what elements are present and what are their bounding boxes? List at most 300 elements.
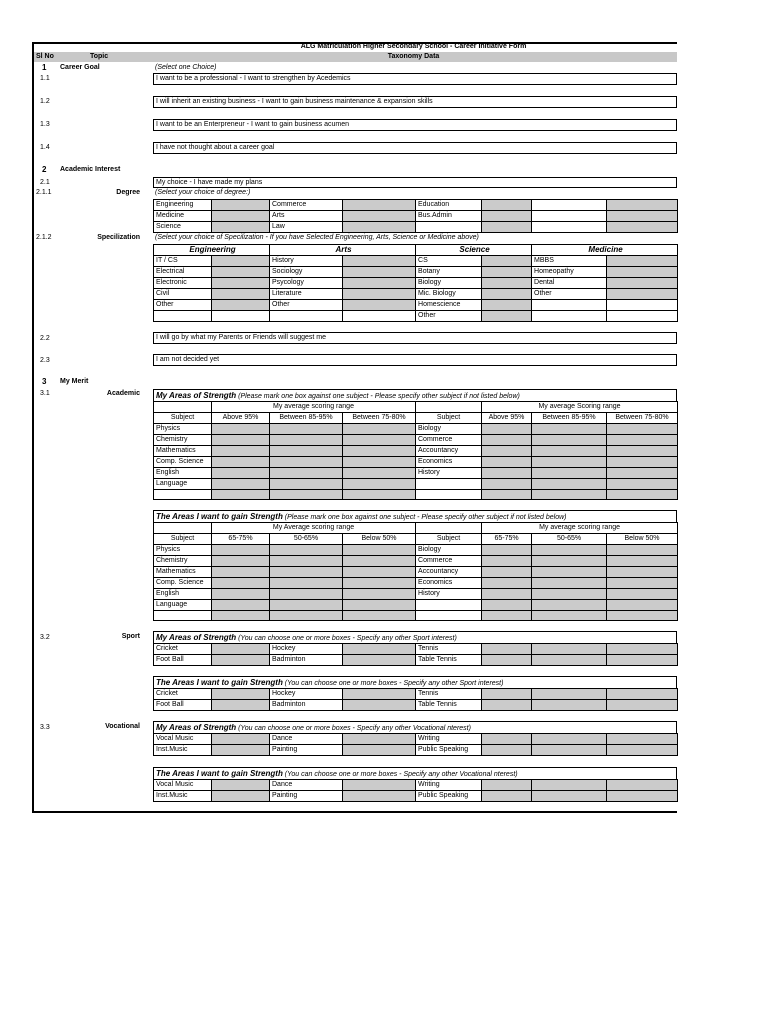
- checkbox[interactable]: [343, 734, 416, 745]
- item-number: 2.1.2: [36, 234, 52, 241]
- checkbox[interactable]: [212, 655, 270, 666]
- checkbox[interactable]: [212, 791, 270, 802]
- score-checkbox[interactable]: [270, 589, 343, 600]
- checkbox[interactable]: [532, 689, 607, 700]
- checkbox[interactable]: [607, 655, 678, 666]
- score-checkbox[interactable]: [532, 578, 607, 589]
- score-checkbox[interactable]: [270, 578, 343, 589]
- voc-gain-table: [153, 779, 678, 802]
- checkbox[interactable]: [482, 267, 532, 278]
- checkbox[interactable]: [607, 211, 678, 222]
- checkbox[interactable]: [532, 734, 607, 745]
- subject-name: Mathematics: [154, 446, 212, 457]
- score-checkbox[interactable]: [482, 424, 532, 435]
- subject-name: Language: [154, 479, 212, 490]
- bottom-rule: [32, 811, 677, 813]
- checkbox[interactable]: [212, 278, 270, 289]
- activity-option: Foot Ball: [154, 700, 212, 711]
- checkbox[interactable]: [343, 689, 416, 700]
- checkbox[interactable]: [343, 278, 416, 289]
- range-header: My average scoring range: [482, 523, 678, 534]
- checkbox[interactable]: [482, 734, 532, 745]
- checkbox[interactable]: [212, 289, 270, 300]
- score-checkbox[interactable]: [212, 468, 270, 479]
- score-checkbox[interactable]: [482, 490, 532, 500]
- topic-header: Topic: [90, 53, 109, 60]
- score-checkbox[interactable]: [212, 556, 270, 567]
- specialization-option: [532, 300, 607, 311]
- score-checkbox[interactable]: [482, 545, 532, 556]
- score-checkbox[interactable]: [343, 567, 416, 578]
- subject-name: Chemistry: [154, 435, 212, 446]
- checkbox[interactable]: [482, 644, 532, 655]
- activity-option: Tennis: [416, 644, 482, 655]
- score-checkbox[interactable]: [212, 611, 270, 621]
- checkbox[interactable]: [343, 267, 416, 278]
- specialization-option: History: [270, 256, 343, 267]
- specialization-option: [154, 311, 212, 322]
- hint-text: (Select your choice of Specilization - If you have Selected Engineering, Arts, Science or Medicine above): [155, 234, 479, 241]
- score-checkbox[interactable]: [482, 578, 532, 589]
- degree-option: [532, 200, 607, 211]
- score-checkbox[interactable]: [532, 479, 607, 490]
- checkbox[interactable]: [532, 791, 607, 802]
- score-checkbox[interactable]: [343, 600, 416, 611]
- subject-name: Mathematics: [154, 567, 212, 578]
- checkbox[interactable]: [482, 300, 532, 311]
- activity-option: Table Tennis: [416, 700, 482, 711]
- item-number: 3.3: [40, 724, 50, 731]
- score-checkbox[interactable]: [482, 446, 532, 457]
- column-header: Between 85-95%: [532, 413, 607, 424]
- checkbox[interactable]: [212, 644, 270, 655]
- score-checkbox[interactable]: [532, 556, 607, 567]
- caption-note: (You can choose one or more boxes - Specify any other Sport interest): [284, 680, 504, 687]
- activity-option: Inst.Music: [154, 791, 212, 802]
- activity-option: Dance: [270, 734, 343, 745]
- subject-name: English: [154, 468, 212, 479]
- sl-no-header: Sl No: [36, 53, 54, 60]
- blank-cell: [416, 523, 482, 534]
- range-header: My Average scoring range: [212, 523, 416, 534]
- checkbox[interactable]: [607, 222, 678, 233]
- checkbox[interactable]: [212, 700, 270, 711]
- score-checkbox[interactable]: [270, 468, 343, 479]
- checkbox[interactable]: [607, 644, 678, 655]
- item-number: 3.1: [40, 390, 50, 397]
- item-number: 1.3: [40, 121, 50, 128]
- activity-option: Writing: [416, 734, 482, 745]
- checkbox[interactable]: [607, 300, 678, 311]
- caption-note: (Please mark one box against one subject - Please specify other subject if not listed below): [238, 393, 520, 400]
- score-checkbox[interactable]: [532, 611, 607, 621]
- caption-note: (Please mark one box against one subject - Please specify other subject if not listed below): [284, 514, 567, 521]
- checkbox[interactable]: [482, 655, 532, 666]
- specialization-option: Mic. Biology: [416, 289, 482, 300]
- vocational-label: Vocational: [105, 723, 140, 730]
- checkbox[interactable]: [212, 267, 270, 278]
- subject-name: [416, 490, 482, 500]
- degree-table: [153, 199, 678, 233]
- score-checkbox[interactable]: [607, 479, 678, 490]
- checkbox[interactable]: [482, 211, 532, 222]
- score-checkbox[interactable]: [482, 611, 532, 621]
- subject-name: [154, 611, 212, 621]
- score-checkbox[interactable]: [343, 545, 416, 556]
- subject-name: English: [154, 589, 212, 600]
- caption-title: My Areas of Strength: [156, 723, 237, 732]
- column-header: Below 50%: [343, 534, 416, 545]
- item-number: 1.2: [40, 98, 50, 105]
- specialization-option: Electrical: [154, 267, 212, 278]
- score-checkbox[interactable]: [532, 468, 607, 479]
- score-checkbox[interactable]: [532, 457, 607, 468]
- subject-name: Comp. Science: [154, 457, 212, 468]
- specialization-option: Other: [154, 300, 212, 311]
- checkbox[interactable]: [343, 256, 416, 267]
- column-header: Medicine: [532, 245, 678, 256]
- score-checkbox[interactable]: [482, 589, 532, 600]
- checkbox[interactable]: [212, 745, 270, 756]
- section-number: 2: [42, 165, 47, 174]
- score-checkbox[interactable]: [343, 446, 416, 457]
- score-checkbox[interactable]: [343, 611, 416, 621]
- column-header: 65-75%: [482, 534, 532, 545]
- checkbox[interactable]: [482, 222, 532, 233]
- checkbox[interactable]: [212, 311, 270, 322]
- checkbox[interactable]: [482, 791, 532, 802]
- score-checkbox[interactable]: [270, 567, 343, 578]
- subject-name: Comp. Science: [154, 578, 212, 589]
- score-checkbox[interactable]: [482, 457, 532, 468]
- score-checkbox[interactable]: [607, 424, 678, 435]
- degree-option: Bus.Admin: [416, 211, 482, 222]
- caption-note: (You can choose one or more boxes - Specify any other Vocational nterest): [238, 725, 471, 732]
- score-checkbox[interactable]: [212, 600, 270, 611]
- column-header: Engineering: [154, 245, 270, 256]
- caption-title: The Areas I want to gain Strength: [156, 678, 283, 687]
- score-checkbox[interactable]: [532, 424, 607, 435]
- checkbox[interactable]: [607, 745, 678, 756]
- checkbox[interactable]: [343, 644, 416, 655]
- checkbox[interactable]: [607, 278, 678, 289]
- checkbox[interactable]: [607, 200, 678, 211]
- checkbox[interactable]: [607, 780, 678, 791]
- column-header: Subject: [154, 413, 212, 424]
- score-checkbox[interactable]: [343, 578, 416, 589]
- specialization-option: Electronic: [154, 278, 212, 289]
- column-header: 50-65%: [270, 534, 343, 545]
- column-header: Between 85-95%: [270, 413, 343, 424]
- score-checkbox[interactable]: [532, 446, 607, 457]
- checkbox[interactable]: [532, 745, 607, 756]
- caption-note: (You can choose one or more boxes - Specify any other Sport interest): [238, 635, 457, 642]
- checkbox[interactable]: [212, 300, 270, 311]
- checkbox[interactable]: [212, 780, 270, 791]
- strength-table: [153, 401, 678, 500]
- subject-name: Economics: [416, 578, 482, 589]
- item-number: 1.1: [40, 75, 50, 82]
- activity-option: Hockey: [270, 689, 343, 700]
- checkbox[interactable]: [212, 222, 270, 233]
- score-checkbox[interactable]: [270, 435, 343, 446]
- specialization-option: Botany: [416, 267, 482, 278]
- score-checkbox[interactable]: [607, 446, 678, 457]
- specialization-option: Civil: [154, 289, 212, 300]
- checkbox[interactable]: [607, 700, 678, 711]
- score-checkbox[interactable]: [343, 479, 416, 490]
- score-checkbox[interactable]: [212, 457, 270, 468]
- subject-name: Economics: [416, 457, 482, 468]
- item-number: 3.2: [40, 634, 50, 641]
- degree-option: Law: [270, 222, 343, 233]
- degree-option: Science: [154, 222, 212, 233]
- score-checkbox[interactable]: [270, 479, 343, 490]
- checkbox[interactable]: [607, 289, 678, 300]
- score-checkbox[interactable]: [343, 424, 416, 435]
- score-checkbox[interactable]: [532, 545, 607, 556]
- score-checkbox[interactable]: [270, 611, 343, 621]
- checkbox[interactable]: [607, 734, 678, 745]
- subject-name: Language: [154, 600, 212, 611]
- choice-box[interactable]: I want to be an Enterpreneur - I want to gain business acumen: [153, 119, 677, 131]
- score-checkbox[interactable]: [212, 567, 270, 578]
- score-checkbox[interactable]: [532, 600, 607, 611]
- score-checkbox[interactable]: [270, 556, 343, 567]
- score-checkbox[interactable]: [343, 468, 416, 479]
- activity-option: Inst.Music: [154, 745, 212, 756]
- score-checkbox[interactable]: [270, 446, 343, 457]
- score-checkbox[interactable]: [212, 490, 270, 500]
- choice-box-undecided[interactable]: I am not decided yet: [153, 354, 677, 366]
- hint-text: (Select one Choice): [155, 64, 217, 71]
- score-checkbox[interactable]: [482, 600, 532, 611]
- activity-option: Badminton: [270, 655, 343, 666]
- checkbox[interactable]: [343, 655, 416, 666]
- score-checkbox[interactable]: [212, 424, 270, 435]
- activity-option: Foot Ball: [154, 655, 212, 666]
- score-checkbox[interactable]: [532, 567, 607, 578]
- checkbox[interactable]: [343, 211, 416, 222]
- score-checkbox[interactable]: [482, 479, 532, 490]
- blank-cell: [154, 523, 212, 534]
- score-checkbox[interactable]: [607, 589, 678, 600]
- checkbox[interactable]: [482, 256, 532, 267]
- checkbox[interactable]: [343, 300, 416, 311]
- score-checkbox[interactable]: [607, 556, 678, 567]
- column-header: Between 75-80%: [607, 413, 678, 424]
- checkbox[interactable]: [482, 689, 532, 700]
- checkbox[interactable]: [343, 780, 416, 791]
- score-checkbox[interactable]: [270, 490, 343, 500]
- caption-title: The Areas I want to gain Strength: [156, 512, 283, 521]
- checkbox[interactable]: [607, 311, 678, 322]
- score-checkbox[interactable]: [607, 600, 678, 611]
- checkbox[interactable]: [212, 200, 270, 211]
- checkbox[interactable]: [343, 700, 416, 711]
- checkbox[interactable]: [343, 791, 416, 802]
- score-checkbox[interactable]: [607, 457, 678, 468]
- sport-strength-table: [153, 643, 678, 666]
- choice-box[interactable]: I want to be a professional - I want to strengthen by Acedemics: [153, 73, 677, 85]
- choice-box[interactable]: I will inherit an existing business - I want to gain business maintenance & expansion skills: [153, 96, 677, 108]
- checkbox[interactable]: [532, 700, 607, 711]
- checkbox[interactable]: [482, 311, 532, 322]
- subject-name: [416, 479, 482, 490]
- activity-option: Table Tennis: [416, 655, 482, 666]
- score-checkbox[interactable]: [607, 611, 678, 621]
- subject-name: [416, 600, 482, 611]
- hint-text: (Select your choice of degree:): [155, 189, 251, 196]
- checkbox[interactable]: [532, 655, 607, 666]
- caption-note: (You can choose one or more boxes - Specify any other Vocational nterest): [284, 771, 518, 778]
- column-header: Below 50%: [607, 534, 678, 545]
- activity-option: Cricket: [154, 644, 212, 655]
- checkbox[interactable]: [482, 745, 532, 756]
- subject-name: History: [416, 589, 482, 600]
- checkbox[interactable]: [607, 267, 678, 278]
- section-label: Career Goal: [60, 64, 100, 71]
- checkbox[interactable]: [343, 222, 416, 233]
- checkbox[interactable]: [607, 689, 678, 700]
- column-header: Above 95%: [212, 413, 270, 424]
- score-checkbox[interactable]: [270, 457, 343, 468]
- score-checkbox[interactable]: [482, 435, 532, 446]
- range-header: My average Scoring range: [482, 402, 678, 413]
- gain-caption: [153, 510, 677, 522]
- checkbox[interactable]: [212, 689, 270, 700]
- caption-title: The Areas I want to gain Strength: [156, 769, 283, 778]
- score-checkbox[interactable]: [482, 468, 532, 479]
- sport-gain-caption: [153, 676, 677, 688]
- checkbox[interactable]: [212, 256, 270, 267]
- form-title: ALG Matriculation Higher Secondary School - Career Initiative Form: [300, 43, 527, 50]
- choice-box[interactable]: I have not thought about a career goal: [153, 142, 677, 154]
- activity-option: Hockey: [270, 644, 343, 655]
- specialization-option: Homescience: [416, 300, 482, 311]
- score-checkbox[interactable]: [532, 435, 607, 446]
- score-checkbox[interactable]: [343, 457, 416, 468]
- score-checkbox[interactable]: [482, 567, 532, 578]
- blank-cell: [416, 402, 482, 413]
- column-header: Arts: [270, 245, 416, 256]
- score-checkbox[interactable]: [607, 567, 678, 578]
- score-checkbox[interactable]: [212, 446, 270, 457]
- subject-name: [416, 611, 482, 621]
- degree-option: [416, 222, 482, 233]
- score-checkbox[interactable]: [532, 589, 607, 600]
- activity-option: Vocal Music: [154, 780, 212, 791]
- specialization-option: Other: [416, 311, 482, 322]
- degree-option: Education: [416, 200, 482, 211]
- checkbox[interactable]: [532, 780, 607, 791]
- column-header: 65-75%: [212, 534, 270, 545]
- strength-caption: [153, 389, 677, 401]
- score-checkbox[interactable]: [607, 490, 678, 500]
- checkbox[interactable]: [482, 200, 532, 211]
- column-header: Subject: [416, 413, 482, 424]
- voc-strength-caption: [153, 721, 677, 733]
- score-checkbox[interactable]: [270, 424, 343, 435]
- activity-option: Dance: [270, 780, 343, 791]
- choice-box-plans[interactable]: My choice - I have made my plans: [153, 177, 677, 188]
- section-number: 3: [42, 377, 47, 386]
- academic-label: Academic: [106, 390, 140, 397]
- activity-option: Cricket: [154, 689, 212, 700]
- checkbox[interactable]: [607, 256, 678, 267]
- specialization-option: [532, 311, 607, 322]
- section-label: My Merit: [60, 378, 89, 385]
- score-checkbox[interactable]: [212, 589, 270, 600]
- score-checkbox[interactable]: [607, 435, 678, 446]
- checkbox[interactable]: [607, 791, 678, 802]
- voc-gain-caption: [153, 767, 677, 779]
- specialization-option: Literature: [270, 289, 343, 300]
- checkbox[interactable]: [212, 734, 270, 745]
- score-checkbox[interactable]: [270, 600, 343, 611]
- score-checkbox[interactable]: [270, 545, 343, 556]
- specialization-option: Sociology: [270, 267, 343, 278]
- specialization-option: CS: [416, 256, 482, 267]
- sport-strength-caption: [153, 631, 677, 643]
- column-header: Between 75-80%: [343, 413, 416, 424]
- checkbox[interactable]: [482, 278, 532, 289]
- score-checkbox[interactable]: [532, 490, 607, 500]
- score-checkbox[interactable]: [212, 578, 270, 589]
- score-checkbox[interactable]: [343, 589, 416, 600]
- score-checkbox[interactable]: [212, 545, 270, 556]
- score-checkbox[interactable]: [607, 545, 678, 556]
- checkbox[interactable]: [343, 289, 416, 300]
- score-checkbox[interactable]: [607, 578, 678, 589]
- subject-name: [154, 490, 212, 500]
- column-header: Above 95%: [482, 413, 532, 424]
- degree-option: Engineering: [154, 200, 212, 211]
- score-checkbox[interactable]: [343, 556, 416, 567]
- activity-option: Painting: [270, 745, 343, 756]
- checkbox[interactable]: [212, 211, 270, 222]
- score-checkbox[interactable]: [212, 435, 270, 446]
- checkbox[interactable]: [343, 200, 416, 211]
- score-checkbox[interactable]: [343, 490, 416, 500]
- left-rule: [32, 42, 34, 813]
- degree-option: Medicine: [154, 211, 212, 222]
- gain-table: [153, 522, 678, 621]
- subject-name: Biology: [416, 545, 482, 556]
- checkbox[interactable]: [343, 311, 416, 322]
- activity-option: Vocal Music: [154, 734, 212, 745]
- range-header: My average scoring range: [212, 402, 416, 413]
- specialization-option: MBBS: [532, 256, 607, 267]
- specialization-table: [153, 244, 678, 322]
- checkbox[interactable]: [343, 745, 416, 756]
- column-header: Subject: [154, 534, 212, 545]
- score-checkbox[interactable]: [482, 556, 532, 567]
- checkbox[interactable]: [532, 644, 607, 655]
- subject-name: Physics: [154, 424, 212, 435]
- voc-strength-table: [153, 733, 678, 756]
- score-checkbox[interactable]: [212, 479, 270, 490]
- score-checkbox[interactable]: [607, 468, 678, 479]
- activity-option: Painting: [270, 791, 343, 802]
- column-header: Subject: [416, 534, 482, 545]
- checkbox[interactable]: [482, 289, 532, 300]
- checkbox[interactable]: [482, 780, 532, 791]
- checkbox[interactable]: [482, 700, 532, 711]
- activity-option: Writing: [416, 780, 482, 791]
- choice-box-parents[interactable]: I will go by what my Parents or Friends will suggest me: [153, 332, 677, 344]
- score-checkbox[interactable]: [343, 435, 416, 446]
